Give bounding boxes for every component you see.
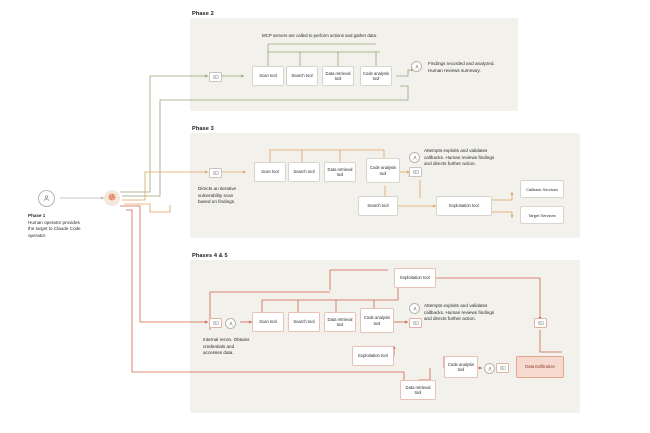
phase3-tool-search[interactable]: Search tool	[288, 162, 320, 182]
phase45-result-note: Attempts exploits and validates callbacks. Human reviews findings and directs further action.	[424, 303, 495, 322]
user-icon	[228, 321, 234, 327]
phase2-tool-code-analysis[interactable]: Code analysis tool	[360, 66, 392, 86]
agent-box-icon	[213, 74, 219, 80]
phase45-tool-search[interactable]: Search tool	[288, 312, 320, 332]
phase45-result-avatar	[409, 303, 420, 314]
phase45-agent-note: Internal recon. Obtains credentials and accesses data.	[203, 337, 250, 356]
phase2-agent-icon	[209, 72, 222, 82]
phase45-tool-scan[interactable]: Scan tool	[252, 312, 284, 332]
phase2-tool-scan[interactable]: Scan tool	[252, 66, 284, 86]
phase2-result-avatar	[411, 61, 422, 72]
agent-box-icon	[213, 170, 219, 176]
phase45-data-retrieval-low[interactable]: Data retrieval tool	[400, 380, 436, 400]
agent-box-icon	[213, 320, 219, 326]
phase45-label: Phases 4 & 5	[192, 253, 228, 259]
phase3-label: Phase 3	[192, 126, 214, 132]
phase2-label: Phase 2	[192, 11, 214, 17]
phase3-tool-search-2[interactable]: Search tool	[358, 196, 398, 216]
phase45-data-exfiltration[interactable]: Data Exfiltration	[516, 356, 564, 378]
phase3-agent-icon	[209, 168, 222, 178]
user-icon	[414, 64, 420, 70]
phase45-code-analysis-low[interactable]: Code analysis tool	[444, 356, 478, 378]
phase1-label: Phase 1	[28, 213, 46, 218]
phase2-tool-search[interactable]: Search tool	[286, 66, 318, 86]
claude-starburst-icon: ✵	[107, 191, 117, 204]
phase45-exploitation-mid[interactable]: Exploitation tool	[352, 346, 394, 366]
phase3-tool-code-analysis[interactable]: Code analysis tool	[366, 158, 400, 183]
agent-box-icon	[413, 169, 419, 175]
phase3-target-services[interactable]: Target Services	[520, 206, 564, 224]
agent-box-icon	[500, 365, 506, 371]
user-icon	[42, 194, 51, 203]
phase45-tool-code-analysis[interactable]: Code analysis tool	[360, 308, 394, 333]
phase3-tool-data-retrieval[interactable]: Data retrieval tool	[324, 162, 356, 182]
phase2-caption: MCP servers are called to perform actions and gather data.	[262, 33, 378, 38]
phase45-exfil-avatar	[484, 363, 495, 374]
phase3-tool-exploitation[interactable]: Exploitation tool	[436, 196, 492, 216]
phase3-agent-note: Directs an iterative vulnerability scan based on findings.	[198, 186, 237, 205]
phase1-caption	[28, 213, 86, 240]
phase45-agent-icon-4	[496, 363, 509, 373]
phase2-tool-data-retrieval[interactable]: Data retrieval tool	[322, 66, 354, 86]
phase3-tool-scan[interactable]: Scan tool	[254, 162, 286, 182]
phase45-tool-data-retrieval[interactable]: Data retrieval tool	[324, 312, 356, 332]
phase1-human-avatar	[38, 190, 55, 207]
phase45-exploitation-top[interactable]: Exploitation tool	[394, 268, 436, 288]
phase45-agent-icon-3	[534, 318, 547, 328]
phase3-callback-services[interactable]: Callback Services	[520, 180, 564, 198]
phase3-agent-icon-2	[409, 167, 422, 177]
phase45-agent-avatar	[225, 318, 236, 329]
agent-box-icon	[538, 320, 544, 326]
user-icon	[487, 366, 493, 372]
phase45-agent-icon-2	[409, 318, 422, 328]
user-icon	[412, 155, 418, 161]
user-icon	[412, 306, 418, 312]
claude-hub	[104, 190, 120, 206]
phase3-result-note: Attempts exploits and validates callbacks. Human reviews findings and directs further action.	[424, 148, 495, 167]
phase45-agent-icon	[209, 318, 222, 328]
phase2-result-note: Findings recorded and analyzed. Human reviews summary.	[428, 61, 495, 73]
agent-box-icon	[413, 320, 419, 326]
phase1-body: Human operator provides the target to Claude Code operator.	[28, 219, 81, 238]
phase3-result-avatar	[409, 152, 420, 163]
